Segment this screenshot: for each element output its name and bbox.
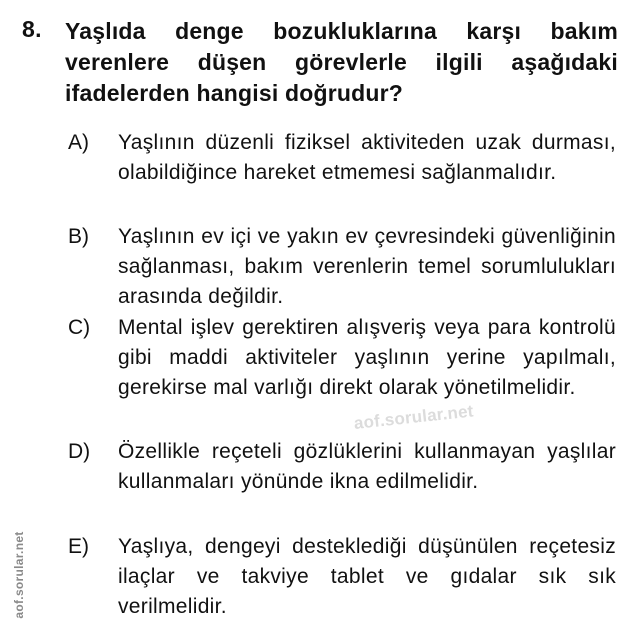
watermark-side: aof.sorular.net <box>12 531 26 619</box>
option-b-letter: B) <box>68 225 89 248</box>
option-d-letter: D) <box>68 440 91 463</box>
option-c-letter: C) <box>68 316 91 339</box>
option-e-text: Yaşlıya, dengeyi desteklediği düşünülen reçetesiz ilaçlar ve takviye tablet ve gıdalar sık sık verilmelidir. <box>118 535 616 618</box>
option-c-text: Mental işlev gerektiren alışveriş veya para kontrolü gibi maddi aktiviteler yaşlının yerine yapılmalı, gerekirse mal varlığı direkt olarak yönetilmelidir. <box>118 316 616 399</box>
option-e-letter: E) <box>68 535 89 558</box>
option-a-letter: A) <box>68 131 89 154</box>
option-a-text: Yaşlının düzenli fiziksel aktiviteden uzak durması, olabildiğince hareket etmemesi sağlanmalıdır. <box>118 131 616 184</box>
option-d-text: Özellikle reçeteli gözlüklerini kullanmayan yaşlılar kullanmaları yönünde ikna edilmelidir. <box>118 440 616 493</box>
watermark-center: aof.sorular.net <box>352 401 475 433</box>
question-number: 8. <box>22 16 42 42</box>
question-stem: Yaşlıda denge bozukluklarına karşı bakım verenlere düşen görevlerle ilgili aşağıdaki ifadelerden hangisi doğrudur? <box>65 18 618 106</box>
option-b-text: Yaşlının ev içi ve yakın ev çevresindeki güvenliğinin sağlanması, bakım verenlerin temel sorumlulukları arasında değildir. <box>118 225 616 308</box>
